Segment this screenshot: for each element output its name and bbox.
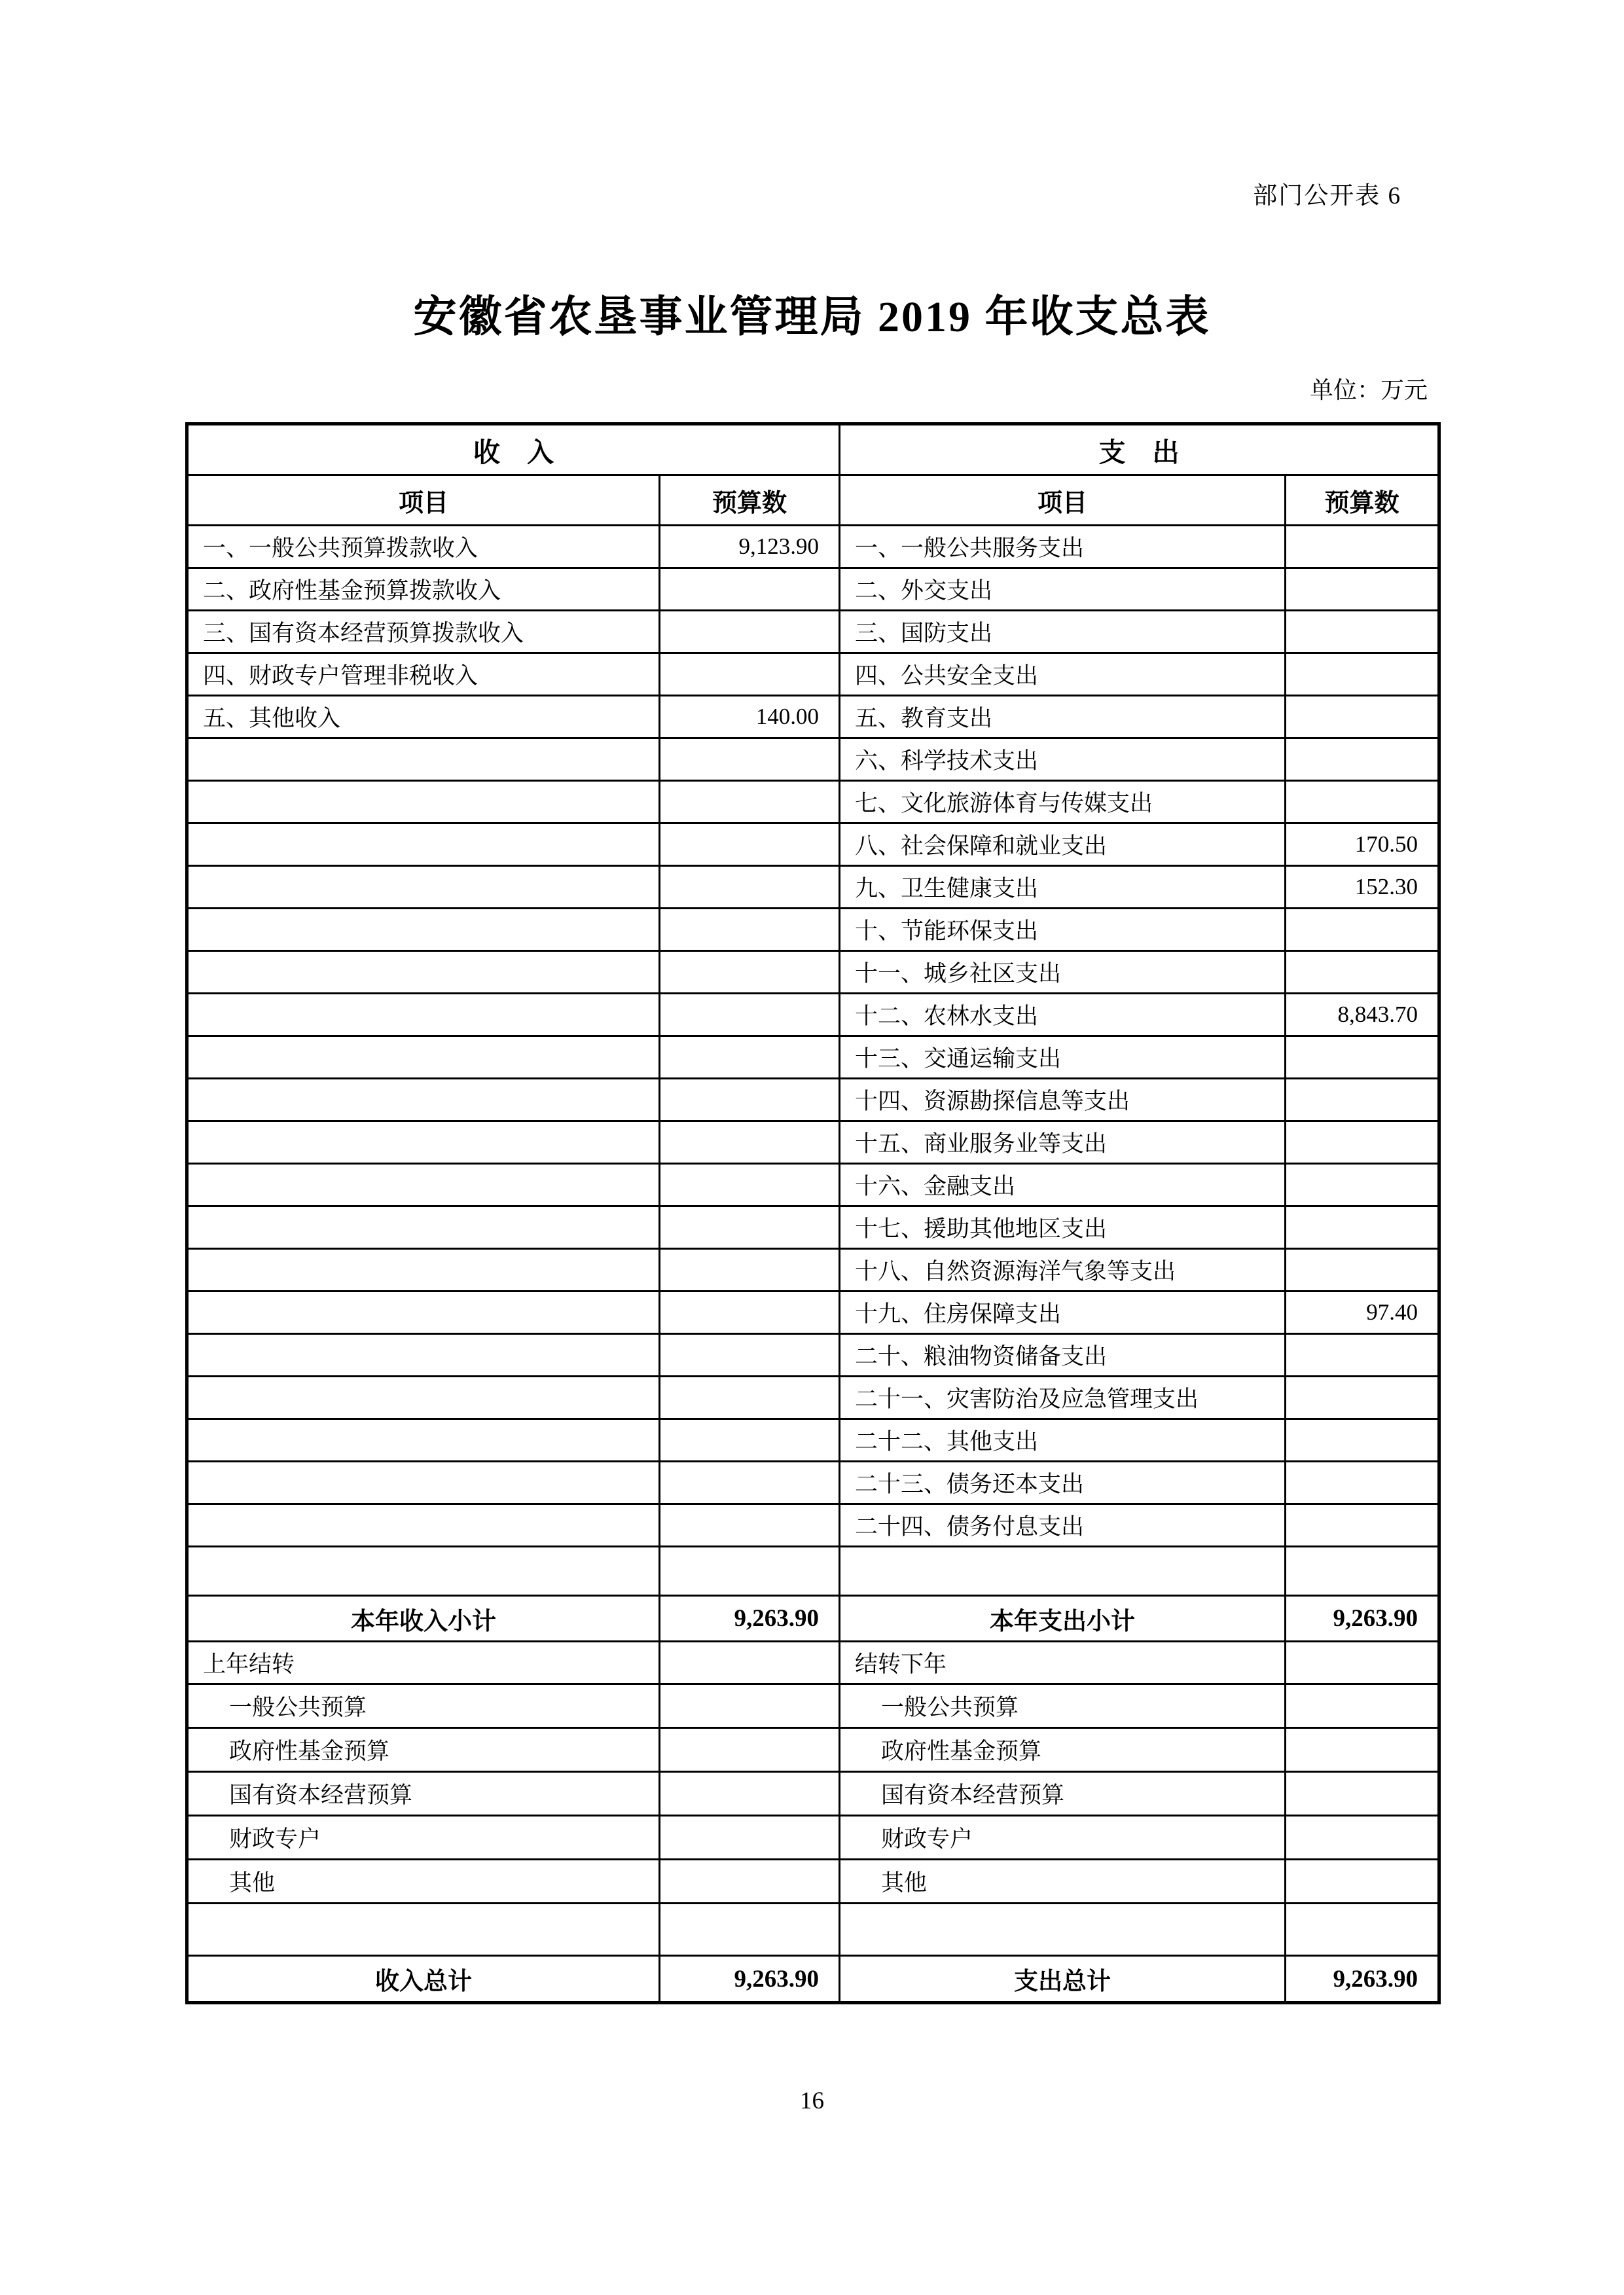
expense-value-cell: [1286, 696, 1439, 738]
income-section-header: 收 入: [187, 424, 840, 475]
table-row: [187, 1462, 1439, 1504]
income-item-cell: 本年收入小计: [187, 1596, 660, 1642]
income-item-cell: [187, 1206, 660, 1249]
income-value-cell: [660, 1816, 840, 1860]
income-value-cell: [660, 1036, 840, 1079]
table-row: [187, 696, 1439, 738]
expense-value-cell: [1286, 1904, 1439, 1956]
income-item-cell: 其他: [187, 1860, 660, 1904]
income-value-cell: [660, 1377, 840, 1419]
income-item-cell: [187, 1079, 660, 1121]
table-row: [187, 1816, 1439, 1860]
income-value-cell: [660, 1547, 840, 1596]
table-row: [187, 1036, 1439, 1079]
income-value-cell: [660, 1249, 840, 1292]
expense-value-cell: [1286, 951, 1439, 994]
expense-value-cell: [1286, 1728, 1439, 1772]
income-value-cell: [660, 738, 840, 781]
income-value-cell: [660, 781, 840, 823]
expense-value-cell: [1286, 909, 1439, 951]
expense-value-cell: [1286, 738, 1439, 781]
income-value-cell: [660, 909, 840, 951]
expense-item-cell: 十五、商业服务业等支出: [840, 1121, 1286, 1164]
expense-value-cell: [1286, 781, 1439, 823]
expense-item-cell: 十、节能环保支出: [840, 909, 1286, 951]
table-row: [187, 823, 1439, 866]
income-item-cell: [187, 1462, 660, 1504]
expense-item-cell: 十四、资源勘探信息等支出: [840, 1079, 1286, 1121]
income-item-cell: [187, 951, 660, 994]
table-row: [187, 653, 1439, 696]
income-value-cell: 140.00: [660, 696, 840, 738]
table-row: [187, 611, 1439, 653]
table-row: [187, 1249, 1439, 1292]
income-item-cell: [187, 1249, 660, 1292]
income-item-cell: [187, 1377, 660, 1419]
expense-value-cell: 9,263.90: [1286, 1596, 1439, 1642]
income-item-cell: [187, 781, 660, 823]
income-value-cell: [660, 1164, 840, 1206]
table-row: [187, 1377, 1439, 1419]
income-value-cell: 9,263.90: [660, 1956, 840, 2003]
income-value-cell: [660, 611, 840, 653]
income-item-cell: 财政专户: [187, 1816, 660, 1860]
unit-label: 单位：万元: [1309, 377, 1428, 403]
income-value-cell: [660, 1292, 840, 1334]
expense-item-cell: 本年支出小计: [840, 1596, 1286, 1642]
expense-item-cell: 六、科学技术支出: [840, 738, 1286, 781]
expense-value-cell: [1286, 1079, 1439, 1121]
table-row: [187, 1772, 1439, 1816]
expense-value-cell: [1286, 1684, 1439, 1728]
table-row: [187, 1956, 1439, 2003]
table-row: [187, 994, 1439, 1036]
expense-item-cell: 其他: [840, 1860, 1286, 1904]
income-item-cell: 收入总计: [187, 1956, 660, 2003]
income-item-cell: [187, 1121, 660, 1164]
income-value-cell: [660, 1121, 840, 1164]
income-item-cell: [187, 1036, 660, 1079]
income-value-cell: [660, 1462, 840, 1504]
income-item-cell: [187, 1334, 660, 1377]
income-item-cell: [187, 1419, 660, 1462]
expense-value-cell: [1286, 1377, 1439, 1419]
income-value-cell: [660, 1504, 840, 1547]
expense-item-cell: 十二、农林水支出: [840, 994, 1286, 1036]
table-row: [187, 1504, 1439, 1547]
income-value-cell: [660, 866, 840, 909]
table-row: [187, 781, 1439, 823]
table-row: [187, 1079, 1439, 1121]
income-value-cell: [660, 1206, 840, 1249]
table-row: [187, 1121, 1439, 1164]
income-value-cell: [660, 1860, 840, 1904]
expense-item-cell: 十八、自然资源海洋气象等支出: [840, 1249, 1286, 1292]
doc-label: 部门公开表 6: [1253, 183, 1401, 209]
income-item-cell: 一、一般公共预算拨款收入: [187, 526, 660, 568]
section-header-row: [187, 424, 1439, 475]
expense-value-cell: 97.40: [1286, 1292, 1439, 1334]
table-body: [187, 526, 1439, 2003]
income-item-cell: [187, 738, 660, 781]
expense-item-cell: 九、卫生健康支出: [840, 866, 1286, 909]
expense-item-cell: [840, 1547, 1286, 1596]
expense-value-cell: [1286, 1121, 1439, 1164]
table-row: [187, 1419, 1439, 1462]
income-item-cell: 政府性基金预算: [187, 1728, 660, 1772]
expense-value-cell: [1286, 1772, 1439, 1816]
income-value-cell: [660, 1419, 840, 1462]
table-row: [187, 1684, 1439, 1728]
expense-value-cell: 8,843.70: [1286, 994, 1439, 1036]
expense-item-cell: 国有资本经营预算: [840, 1772, 1286, 1816]
expense-item-cell: 三、国防支出: [840, 611, 1286, 653]
expense-value-cell: [1286, 1816, 1439, 1860]
expense-value-cell: [1286, 611, 1439, 653]
expense-value-cell: [1286, 1547, 1439, 1596]
table-row: [187, 1728, 1439, 1772]
expense-item-cell: 十三、交通运输支出: [840, 1036, 1286, 1079]
expense-item-cell: 十九、住房保障支出: [840, 1292, 1286, 1334]
table-row: [187, 1334, 1439, 1377]
expense-item-cell: 一般公共预算: [840, 1684, 1286, 1728]
income-item-cell: [187, 866, 660, 909]
table-row: [187, 1547, 1439, 1596]
table-row: [187, 1860, 1439, 1904]
expense-value-cell: [1286, 653, 1439, 696]
expense-value-cell: [1286, 1164, 1439, 1206]
expense-section-header: 支 出: [840, 424, 1439, 475]
income-value-cell: [660, 1772, 840, 1816]
income-item-cell: [187, 994, 660, 1036]
income-item-cell: 三、国有资本经营预算拨款收入: [187, 611, 660, 653]
table-row: [187, 1596, 1439, 1642]
expense-item-col-header: 项目: [840, 475, 1286, 526]
income-item-cell: [187, 1292, 660, 1334]
income-item-cell: [187, 1904, 660, 1956]
table-row: [187, 951, 1439, 994]
expense-value-cell: [1286, 1334, 1439, 1377]
expense-item-cell: 二十二、其他支出: [840, 1419, 1286, 1462]
expense-item-cell: 政府性基金预算: [840, 1728, 1286, 1772]
table-row: [187, 866, 1439, 909]
table-row: [187, 1642, 1439, 1684]
expense-budget-col-header: 预算数: [1286, 475, 1439, 526]
expense-item-cell: 二十三、债务还本支出: [840, 1462, 1286, 1504]
income-item-cell: 一般公共预算: [187, 1684, 660, 1728]
expense-value-cell: 9,263.90: [1286, 1956, 1439, 2003]
table-row: [187, 1904, 1439, 1956]
income-budget-col-header: 预算数: [660, 475, 840, 526]
expense-value-cell: 152.30: [1286, 866, 1439, 909]
expense-item-cell: 十七、援助其他地区支出: [840, 1206, 1286, 1249]
income-value-cell: [660, 568, 840, 611]
expense-value-cell: [1286, 526, 1439, 568]
income-item-cell: [187, 1164, 660, 1206]
expense-item-cell: 一、一般公共服务支出: [840, 526, 1286, 568]
income-item-cell: [187, 1504, 660, 1547]
column-header-row: [187, 475, 1439, 526]
expense-value-cell: [1286, 1462, 1439, 1504]
expense-value-cell: [1286, 1036, 1439, 1079]
expense-item-cell: 结转下年: [840, 1642, 1286, 1684]
table-row: [187, 526, 1439, 568]
income-item-cell: 国有资本经营预算: [187, 1772, 660, 1816]
income-item-cell: 五、其他收入: [187, 696, 660, 738]
income-value-cell: [660, 951, 840, 994]
income-item-cell: 二、政府性基金预算拨款收入: [187, 568, 660, 611]
income-value-cell: [660, 1728, 840, 1772]
expense-item-cell: 四、公共安全支出: [840, 653, 1286, 696]
expense-item-cell: 七、文化旅游体育与传媒支出: [840, 781, 1286, 823]
table-row: [187, 1206, 1439, 1249]
income-item-col-header: 项目: [187, 475, 660, 526]
budget-summary-table: [185, 422, 1441, 2004]
income-value-cell: 9,263.90: [660, 1596, 840, 1642]
expense-value-cell: [1286, 1860, 1439, 1904]
income-value-cell: [660, 1334, 840, 1377]
table-row: [187, 909, 1439, 951]
expense-value-cell: 170.50: [1286, 823, 1439, 866]
expense-item-cell: 十一、城乡社区支出: [840, 951, 1286, 994]
expense-value-cell: [1286, 1206, 1439, 1249]
income-value-cell: [660, 1079, 840, 1121]
expense-item-cell: 支出总计: [840, 1956, 1286, 2003]
expense-item-cell: 五、教育支出: [840, 696, 1286, 738]
expense-item-cell: [840, 1904, 1286, 1956]
income-value-cell: [660, 653, 840, 696]
expense-value-cell: [1286, 1419, 1439, 1462]
expense-item-cell: 二、外交支出: [840, 568, 1286, 611]
income-value-cell: 9,123.90: [660, 526, 840, 568]
income-item-cell: 四、财政专户管理非税收入: [187, 653, 660, 696]
expense-value-cell: [1286, 1249, 1439, 1292]
page-number: 16: [800, 2087, 824, 2114]
income-value-cell: [660, 994, 840, 1036]
income-item-cell: [187, 909, 660, 951]
table-row: [187, 1164, 1439, 1206]
expense-item-cell: 二十、粮油物资储备支出: [840, 1334, 1286, 1377]
expense-item-cell: 八、社会保障和就业支出: [840, 823, 1286, 866]
income-value-cell: [660, 1904, 840, 1956]
table-row: [187, 738, 1439, 781]
income-item-cell: [187, 1547, 660, 1596]
expense-item-cell: 十六、金融支出: [840, 1164, 1286, 1206]
income-value-cell: [660, 1642, 840, 1684]
income-value-cell: [660, 823, 840, 866]
expense-value-cell: [1286, 568, 1439, 611]
table-row: [187, 1292, 1439, 1334]
expense-item-cell: 二十一、灾害防治及应急管理支出: [840, 1377, 1286, 1419]
income-item-cell: 上年结转: [187, 1642, 660, 1684]
page-title: 安徽省农垦事业管理局 2019 年收支总表: [413, 293, 1211, 341]
table-header: [187, 424, 1439, 526]
table-row: [187, 568, 1439, 611]
expense-item-cell: 二十四、债务付息支出: [840, 1504, 1286, 1547]
income-item-cell: [187, 823, 660, 866]
expense-item-cell: 财政专户: [840, 1816, 1286, 1860]
expense-value-cell: [1286, 1642, 1439, 1684]
income-value-cell: [660, 1684, 840, 1728]
expense-value-cell: [1286, 1504, 1439, 1547]
